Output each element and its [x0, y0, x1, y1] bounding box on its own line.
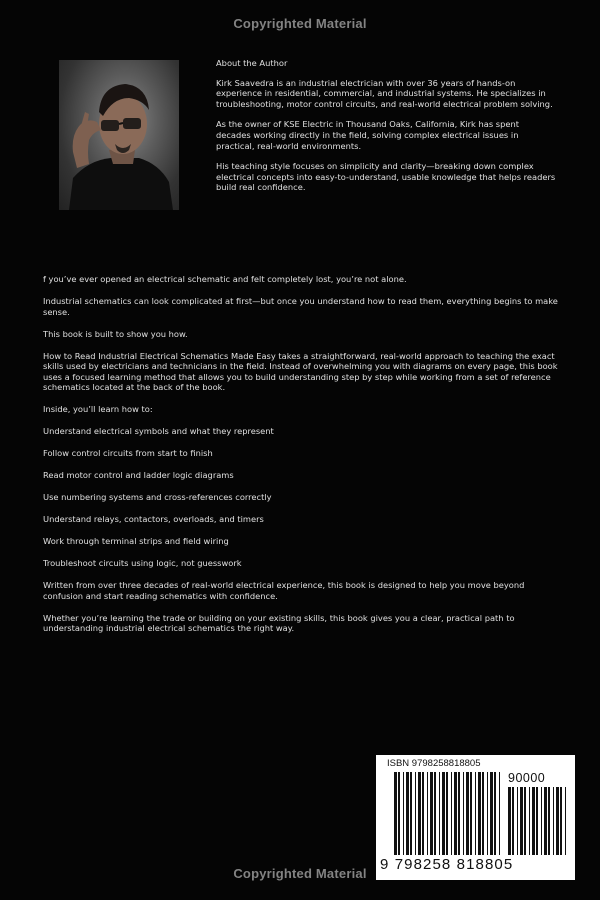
learning-item: Use numbering systems and cross-references correctly	[43, 492, 272, 503]
isbn-digits: 9 798258 818805	[380, 856, 514, 873]
isbn-barcode	[376, 755, 575, 880]
learning-item: Follow control circuits from start to finish	[43, 448, 213, 459]
learning-item: Understand electrical symbols and what they represent	[43, 426, 274, 437]
about-author-section	[216, 58, 556, 203]
intro-paragraph: Inside, you’ll learn how to:	[43, 404, 153, 415]
intro-paragraph: Industrial schematics can look complicated at first—but once you understand how to read them, everything begins to make sense.	[43, 295, 558, 317]
intro-paragraph: This book is built to show you how.	[43, 328, 188, 339]
closing-paragraph: Written from over three decades of real-world electrical experience, this book is designed to help you move beyond confusion and start reading schematics with confidence.	[43, 580, 525, 601]
learning-item: Understand relays, contactors, overloads, and timers	[43, 514, 264, 525]
intro-paragraph: f you’ve ever opened an electrical schematic and felt completely lost, you’re not alone.	[43, 274, 407, 284]
learning-item: Work through terminal strips and field wiring	[43, 536, 229, 547]
price-code: 90000	[508, 771, 546, 785]
intro-paragraph: How to Read Industrial Electrical Schematics Made Easy takes a straightforward, real-world approach to teaching the exact skills used by electricians and technicians in the field. Instead of overwhelming you with diagrams on every page, this book uses a focused learning method that allows you to build understanding step by step while working from a set of reference schematics located at the back of the book.	[43, 350, 558, 393]
about-paragraph: Kirk Saavedra is an industrial electrician with over 36 years of hands-on experience in residential, commercial, and industrial systems. He specializes in troubleshooting, motor control circuits, and real-world electrical problem solving.	[216, 77, 553, 109]
about-author-heading: About the Author	[216, 58, 288, 68]
isbn-label: ISBN 9798258818805	[387, 758, 481, 769]
copyright-watermark-top: Copyrighted Material	[233, 16, 367, 31]
copyright-watermark-bottom: Copyrighted Material	[233, 866, 367, 881]
book-description	[43, 274, 563, 645]
learning-item: Read motor control and ladder logic diagrams	[43, 470, 234, 481]
about-paragraph: As the owner of KSE Electric in Thousand Oaks, California, Kirk has spent decades working directly in the field, solving complex electrical issues in practical, real-world environments.	[216, 119, 519, 151]
about-paragraph: His teaching style focuses on simplicity and clarity—breaking down complex electrical concepts into easy-to-understand, usable knowledge that helps readers build real confidence.	[216, 161, 556, 193]
author-photo	[59, 60, 179, 210]
closing-paragraph: Whether you’re learning the trade or building on your existing skills, this book gives you a clear, practical path to understanding industrial electrical schematics the right way.	[43, 612, 515, 634]
learning-item: Troubleshoot circuits using logic, not guesswork	[43, 558, 242, 569]
